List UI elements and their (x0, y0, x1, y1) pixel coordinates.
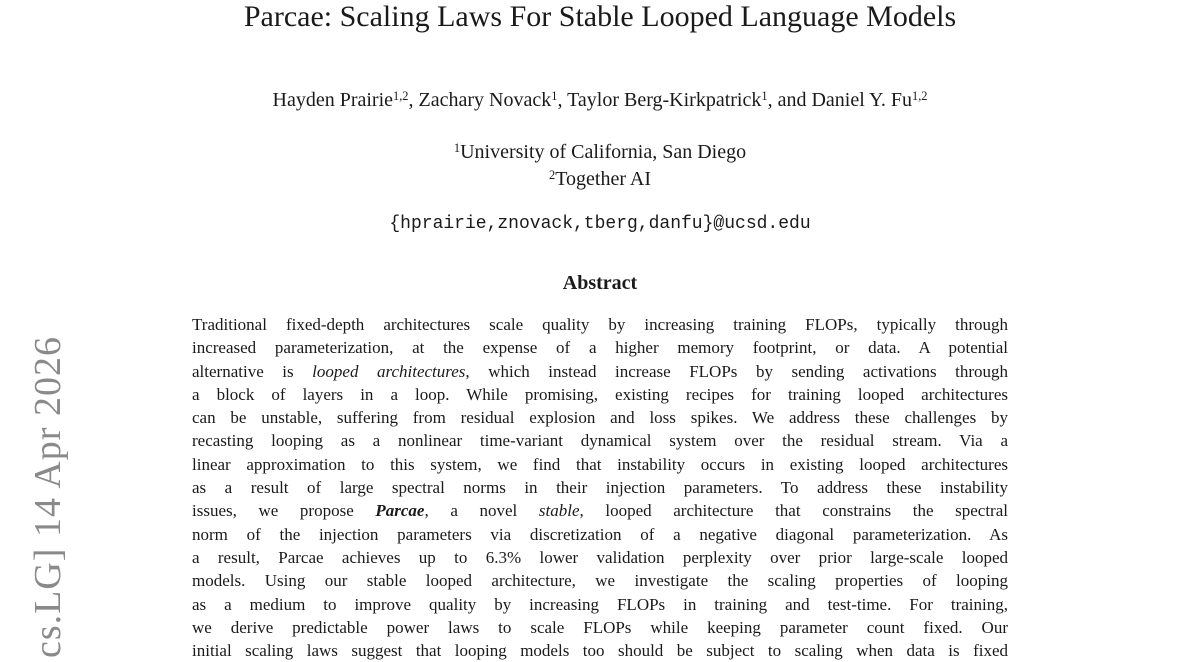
text-segment: University of California, San Diego (460, 141, 747, 163)
text-segment: Hayden Prairie (272, 89, 394, 111)
abstract-text (192, 313, 1008, 662)
superscript: 2 (549, 167, 556, 182)
text-segment: increased parameterization, at the expense of a higher memory footprint, or data. A potential (192, 338, 1008, 358)
text-segment: can be unstable, suffering from residual explosion and loss spikes. We address these challenges by (192, 408, 1008, 428)
abstract-line (192, 569, 1008, 592)
text-segment: looped architectures (312, 361, 466, 381)
text-segment: initial scaling laws suggest that looping models too should be subject to scaling when data is fixed (192, 641, 1008, 661)
abstract-line (192, 336, 1008, 359)
text-segment: as a medium to improve quality by increasing FLOPs in training and test-time. For training, (192, 594, 1008, 614)
text-segment: issues, we propose (192, 501, 376, 521)
text-segment: Parcae (375, 501, 425, 521)
abstract-line (192, 593, 1008, 616)
text-segment: , a novel (424, 501, 539, 521)
abstract-line (192, 383, 1008, 406)
text-segment: , and Daniel Y. Fu (767, 89, 912, 111)
abstract-line (192, 429, 1008, 452)
text-segment: Together AI (555, 168, 651, 190)
text-segment: models. Using our stable looped architecture, we investigate the scaling properties of looping (192, 571, 1008, 591)
text-segment: we derive predictable power laws to scale FLOPs while keeping parameter count fixed. Our (192, 617, 1008, 637)
text-segment: stable (538, 501, 580, 521)
text-segment: , which instead increase FLOPs by sending activations through (465, 361, 1008, 381)
abstract-line (192, 406, 1008, 429)
text-segment: as a result of large spectral norms in their injection parameters. To address these instability (192, 478, 1008, 498)
abstract-line (192, 499, 1008, 522)
abstract-line (192, 639, 1008, 662)
email-line: {hprairie,znovack,tberg,danfu}@ucsd.edu (389, 214, 811, 234)
superscript: 1 (453, 140, 461, 155)
abstract-line (192, 360, 1008, 383)
superscript: 1,2 (912, 88, 928, 103)
text-segment: recasting looping as a nonlinear time-variant dynamical system over the residual stream. Via a (192, 431, 1008, 451)
abstract-heading: Abstract (562, 272, 638, 294)
superscript: 1 (761, 88, 768, 103)
abstract-line (192, 616, 1008, 639)
abstract-line (192, 453, 1008, 476)
abstract-line (192, 546, 1008, 569)
superscript: 1 (551, 88, 558, 103)
abstract-line (192, 313, 1008, 336)
text-segment: norm of the injection parameters via discretization of a negative diagonal parameterization. As (192, 524, 1008, 544)
text-segment: a block of layers in a loop. While promising, existing recipes for training looped architectures (192, 384, 1008, 404)
text-segment: Traditional fixed-depth architectures scale quality by increasing training FLOPs, typically through (192, 315, 1008, 334)
text-segment: , Taylor Berg-Kirkpatrick (557, 89, 762, 111)
abstract-line (192, 476, 1008, 499)
text-segment: linear approximation to this system, we find that instability occurs in existing looped architectures (192, 454, 1008, 474)
affiliation-line-1 (0, 139, 1200, 165)
abstract-line (192, 523, 1008, 546)
text-segment: a result, Parcae achieves up to 6.3% lower validation perplexity over prior large-scale looped (192, 547, 1008, 567)
text-segment: , looped architecture that constrains the spectral (579, 501, 1008, 521)
arxiv-watermark: cs.LG] 14 Apr 2026 (27, 336, 69, 658)
text-segment: , Zachary Novack (408, 89, 552, 111)
authors-line (0, 86, 1200, 114)
affiliation-line-2 (0, 166, 1200, 192)
superscript: 1,2 (393, 88, 409, 103)
text-segment: alternative is (192, 361, 313, 381)
paper-title: Parcae: Scaling Laws For Stable Looped Language Models (243, 0, 957, 33)
